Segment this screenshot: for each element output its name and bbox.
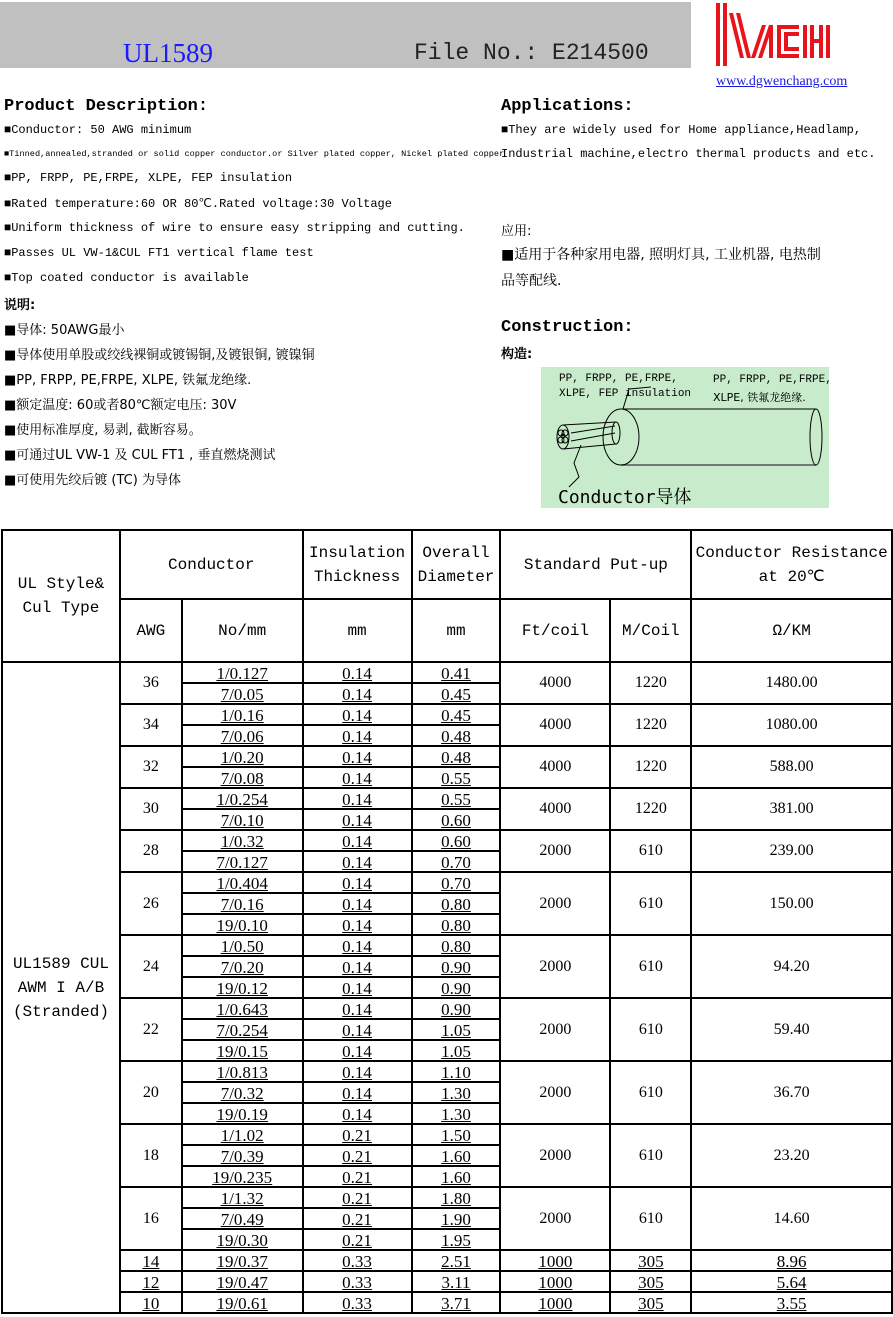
insulation-cell: 0.14: [303, 725, 412, 746]
awg-cell: 26: [120, 872, 182, 935]
no_mm-cell: 1/0.20: [182, 746, 303, 767]
m-coil-cell: 610: [610, 1061, 691, 1124]
cn-desc-item: ■使用标准厚度, 易剥, 截断容易。: [4, 423, 202, 438]
insulation-cell: 0.33: [303, 1292, 412, 1313]
no_mm-cell: 7/0.05: [182, 683, 303, 704]
ft-coil-cell: 4000: [500, 746, 610, 788]
awg-cell: 32: [120, 746, 182, 788]
overall-cell: 0.48: [412, 746, 501, 767]
no_mm-cell: 1/0.254: [182, 788, 303, 809]
resistance-cell: 36.70: [691, 1061, 892, 1124]
no_mm-cell: 7/0.32: [182, 1082, 303, 1103]
overall-cell: 0.48: [412, 725, 501, 746]
insulation-cell: 0.14: [303, 683, 412, 704]
insulation-cell: 0.21: [303, 1124, 412, 1145]
resistance-cell: 1080.00: [691, 704, 892, 746]
overall-cell: 1.60: [412, 1145, 501, 1166]
m-coil-cell: 610: [610, 935, 691, 998]
header-res-unit: Ω/KM: [691, 599, 892, 662]
ft-coil-cell: 1000: [500, 1250, 610, 1271]
header-m-coil: M/Coil: [610, 599, 691, 662]
m-coil-cell: 1220: [610, 746, 691, 788]
applications-heading: Applications:: [501, 97, 634, 116]
insulation-label-cn: XLPE, 铁氟龙绝缘.: [713, 391, 806, 404]
resistance-cell: 1480.00: [691, 662, 892, 704]
no_mm-cell: 7/0.06: [182, 725, 303, 746]
table-row: [2, 1292, 892, 1313]
m-coil-cell: 610: [610, 872, 691, 935]
ft-coil-cell: 2000: [500, 872, 610, 935]
insulation-cell: 0.21: [303, 1229, 412, 1250]
m-coil-cell: 1220: [610, 704, 691, 746]
table-row: [2, 788, 892, 809]
header-resistance: Conductor Resistance at 20℃: [691, 530, 892, 599]
insulation-cell: 0.14: [303, 746, 412, 767]
overall-cell: 1.60: [412, 1166, 501, 1187]
resistance-cell: 59.40: [691, 998, 892, 1061]
m-coil-cell: 1220: [610, 662, 691, 704]
no_mm-cell: 19/0.47: [182, 1271, 303, 1292]
table-row: [2, 830, 892, 851]
overall-cell: 1.90: [412, 1208, 501, 1229]
overall-cell: 0.70: [412, 851, 501, 872]
table-row: [2, 998, 892, 1019]
overall-cell: 0.55: [412, 767, 501, 788]
resistance-cell: 381.00: [691, 788, 892, 830]
construction-heading: Construction:: [501, 318, 634, 337]
insulation-cell: 0.21: [303, 1166, 412, 1187]
cn-desc-item: ■可使用先绞后镀 (TC) 为导体: [4, 473, 181, 488]
overall-cell: 1.05: [412, 1019, 501, 1040]
table-row: [2, 1250, 892, 1271]
insulation-cell: 0.21: [303, 1187, 412, 1208]
cn-desc-item: ■导体使用单股或绞线裸铜或镀锡铜,及镀银铜, 镀镍铜: [4, 348, 315, 363]
cn-construction-heading: 构造:: [501, 347, 533, 362]
website-link[interactable]: www.dgwenchang.com: [716, 74, 848, 89]
overall-cell: 1.30: [412, 1103, 501, 1124]
overall-cell: 0.41: [412, 662, 501, 683]
cn-desc-item: ■PP, FRPP, PE,FRPE, XLPE, 铁氟龙绝缘.: [4, 373, 252, 388]
awg-cell: 36: [120, 662, 182, 704]
ft-coil-cell: 4000: [500, 704, 610, 746]
resistance-cell: 14.60: [691, 1187, 892, 1250]
cn-desc-item: ■可通过UL VW-1 及 CUL FT1 , 垂直燃烧测试: [4, 448, 276, 463]
insulation-cell: 0.14: [303, 977, 412, 998]
table-row: [2, 935, 892, 956]
overall-cell: 0.90: [412, 998, 501, 1019]
awg-cell: 18: [120, 1124, 182, 1187]
table-row: [2, 872, 892, 893]
insulation-cell: 0.14: [303, 767, 412, 788]
no_mm-cell: 1/1.02: [182, 1124, 303, 1145]
product-description-heading: Product Description:: [4, 97, 209, 116]
insulation-cell: 0.14: [303, 851, 412, 872]
ft-coil-cell: 2000: [500, 1187, 610, 1250]
insulation-cell: 0.14: [303, 704, 412, 725]
no_mm-cell: 7/0.39: [182, 1145, 303, 1166]
awg-cell: 30: [120, 788, 182, 830]
cn-desc-item: ■导体: 50AWG最小: [4, 323, 125, 338]
model-title: UL1589: [123, 38, 213, 68]
awg-cell: 12: [120, 1271, 182, 1292]
overall-cell: 2.51: [412, 1250, 501, 1271]
insulation-cell: 0.14: [303, 1103, 412, 1124]
m-coil-cell: 610: [610, 1124, 691, 1187]
cn-desc-item: ■额定温度: 60或者80℃额定电压: 30V: [4, 398, 237, 413]
overall-cell: 0.90: [412, 956, 501, 977]
table-row: [2, 662, 892, 683]
table-row: [2, 746, 892, 767]
application-line: ■They are widely used for Home appliance,Headlamp,: [501, 123, 862, 137]
overall-cell: 0.80: [412, 935, 501, 956]
insulation-cell: 0.14: [303, 1082, 412, 1103]
no_mm-cell: 7/0.49: [182, 1208, 303, 1229]
insulation-cell: 0.14: [303, 956, 412, 977]
header-awg: AWG: [120, 599, 182, 662]
ft-coil-cell: 1000: [500, 1271, 610, 1292]
insulation-cell: 0.14: [303, 914, 412, 935]
header-ins-unit: mm: [303, 599, 412, 662]
no_mm-cell: 1/1.32: [182, 1187, 303, 1208]
header-od-unit: mm: [412, 599, 501, 662]
no_mm-cell: 19/0.37: [182, 1250, 303, 1271]
insulation-cell: 0.14: [303, 998, 412, 1019]
overall-cell: 0.60: [412, 809, 501, 830]
no_mm-cell: 19/0.30: [182, 1229, 303, 1250]
overall-cell: 0.80: [412, 893, 501, 914]
no_mm-cell: 7/0.16: [182, 893, 303, 914]
resistance-cell: 23.20: [691, 1124, 892, 1187]
header-overall-diameter: Overall Diameter: [412, 530, 501, 599]
insulation-cell: 0.14: [303, 1040, 412, 1061]
no_mm-cell: 1/0.643: [182, 998, 303, 1019]
no_mm-cell: 19/0.10: [182, 914, 303, 935]
insulation-cell: 0.21: [303, 1208, 412, 1229]
insulation-label-en: PP, FRPP, PE,FRPE,: [559, 373, 678, 385]
header-no-mm: No/mm: [182, 599, 303, 662]
header-ft-coil: Ft/coil: [500, 599, 610, 662]
conductor-label: Conductor导体: [558, 487, 692, 508]
insulation-cell: 0.14: [303, 872, 412, 893]
overall-cell: 0.60: [412, 830, 501, 851]
ft-coil-cell: 2000: [500, 830, 610, 872]
no_mm-cell: 1/0.404: [182, 872, 303, 893]
no_mm-cell: 1/0.32: [182, 830, 303, 851]
awg-cell: 24: [120, 935, 182, 998]
wire-construction-diagram: [541, 367, 832, 508]
desc-item: ■Rated temperature:60 OR 80℃.Rated voltage:30 Voltage: [4, 197, 392, 211]
resistance-cell: 239.00: [691, 830, 892, 872]
overall-cell: 0.80: [412, 914, 501, 935]
table-row: [2, 1187, 892, 1208]
m-coil-cell: 610: [610, 998, 691, 1061]
insulation-cell: 0.33: [303, 1271, 412, 1292]
awg-cell: 10: [120, 1292, 182, 1313]
m-coil-cell: 305: [610, 1250, 691, 1271]
insulation-cell: 0.21: [303, 1145, 412, 1166]
overall-cell: 1.10: [412, 1061, 501, 1082]
file-number: File No.: E214500: [414, 40, 649, 66]
no_mm-cell: 7/0.20: [182, 956, 303, 977]
overall-cell: 1.95: [412, 1229, 501, 1250]
header-conductor: Conductor: [120, 530, 303, 599]
overall-cell: 0.45: [412, 683, 501, 704]
overall-cell: 0.45: [412, 704, 501, 725]
awg-cell: 16: [120, 1187, 182, 1250]
ft-coil-cell: 2000: [500, 998, 610, 1061]
no_mm-cell: 19/0.12: [182, 977, 303, 998]
no_mm-cell: 19/0.235: [182, 1166, 303, 1187]
insulation-cell: 0.14: [303, 788, 412, 809]
resistance-cell: 150.00: [691, 872, 892, 935]
m-coil-cell: 610: [610, 1187, 691, 1250]
overall-cell: 1.05: [412, 1040, 501, 1061]
awg-cell: 22: [120, 998, 182, 1061]
header-standard-putup: Standard Put-up: [500, 530, 691, 599]
insulation-cell: 0.14: [303, 935, 412, 956]
ft-coil-cell: 2000: [500, 1124, 610, 1187]
no_mm-cell: 1/0.50: [182, 935, 303, 956]
ft-coil-cell: 1000: [500, 1292, 610, 1313]
overall-cell: 1.50: [412, 1124, 501, 1145]
spec-table: [1, 529, 893, 1314]
no_mm-cell: 1/0.16: [182, 704, 303, 725]
no_mm-cell: 1/0.127: [182, 662, 303, 683]
m-coil-cell: 305: [610, 1292, 691, 1313]
resistance-cell: 5.64: [691, 1271, 892, 1292]
cn-applications-heading: 应用:: [501, 224, 532, 239]
ft-coil-cell: 2000: [500, 935, 610, 998]
no_mm-cell: 19/0.61: [182, 1292, 303, 1313]
no_mm-cell: 7/0.10: [182, 809, 303, 830]
m-coil-cell: 305: [610, 1271, 691, 1292]
table-row: [2, 1124, 892, 1145]
insulation-cell: 0.14: [303, 1019, 412, 1040]
insulation-cell: 0.14: [303, 1061, 412, 1082]
awg-cell: 28: [120, 830, 182, 872]
desc-item: ■Uniform thickness of wire to ensure easy stripping and cutting.: [4, 221, 465, 235]
overall-cell: 1.80: [412, 1187, 501, 1208]
no_mm-cell: 1/0.813: [182, 1061, 303, 1082]
overall-cell: 3.11: [412, 1271, 501, 1292]
cn-application-line: ■适用于各种家用电器, 照明灯具, 工业机器, 电热制: [501, 247, 821, 263]
m-coil-cell: 1220: [610, 788, 691, 830]
desc-item: ■PP, FRPP, PE,FRPE, XLPE, FEP insulation: [4, 171, 293, 185]
ft-coil-cell: 2000: [500, 1061, 610, 1124]
awg-cell: 34: [120, 704, 182, 746]
resistance-cell: 8.96: [691, 1250, 892, 1271]
resistance-cell: 588.00: [691, 746, 892, 788]
table-row: [2, 704, 892, 725]
overall-cell: 1.30: [412, 1082, 501, 1103]
desc-item: ■Conductor: 50 AWG minimum: [4, 123, 192, 137]
cn-application-line: 品等配线.: [501, 273, 562, 289]
no_mm-cell: 7/0.254: [182, 1019, 303, 1040]
overall-cell: 0.70: [412, 872, 501, 893]
overall-cell: 0.55: [412, 788, 501, 809]
ft-coil-cell: 4000: [500, 662, 610, 704]
m-coil-cell: 610: [610, 830, 691, 872]
insulation-cell: 0.14: [303, 893, 412, 914]
insulation-label-en: XLPE, FEP insulation: [559, 388, 692, 400]
application-line: Industrial machine,electro thermal products and etc.: [501, 147, 876, 161]
table-row: [2, 1061, 892, 1082]
desc-item: ■Top coated conductor is available: [4, 271, 249, 285]
awg-cell: 20: [120, 1061, 182, 1124]
no_mm-cell: 7/0.08: [182, 767, 303, 788]
table-row: [2, 1271, 892, 1292]
no_mm-cell: 7/0.127: [182, 851, 303, 872]
desc-item: ■Passes UL VW-1&CUL FT1 vertical flame test: [4, 246, 314, 260]
header-insulation: Insulation Thickness: [303, 530, 412, 599]
style-type-cell: UL1589 CUL AWM I A/B (Stranded): [2, 662, 120, 1313]
insulation-cell: 0.14: [303, 830, 412, 851]
resistance-cell: 3.55: [691, 1292, 892, 1313]
no_mm-cell: 19/0.19: [182, 1103, 303, 1124]
header-style: UL Style& Cul Type: [2, 530, 120, 662]
ft-coil-cell: 4000: [500, 788, 610, 830]
no_mm-cell: 19/0.15: [182, 1040, 303, 1061]
insulation-cell: 0.14: [303, 809, 412, 830]
wch-logo-icon: [714, 3, 836, 66]
overall-cell: 0.90: [412, 977, 501, 998]
overall-cell: 3.71: [412, 1292, 501, 1313]
desc-item: ■Tinned,annealed,stranded or solid copper conductor.or Silver plated copper, Nickel plated copper: [4, 149, 505, 159]
insulation-cell: 0.33: [303, 1250, 412, 1271]
cn-description-heading: 说明:: [4, 298, 36, 313]
insulation-label-cn: PP, FRPP, PE,FRPE,: [713, 374, 832, 386]
awg-cell: 14: [120, 1250, 182, 1271]
insulation-cell: 0.14: [303, 662, 412, 683]
resistance-cell: 94.20: [691, 935, 892, 998]
